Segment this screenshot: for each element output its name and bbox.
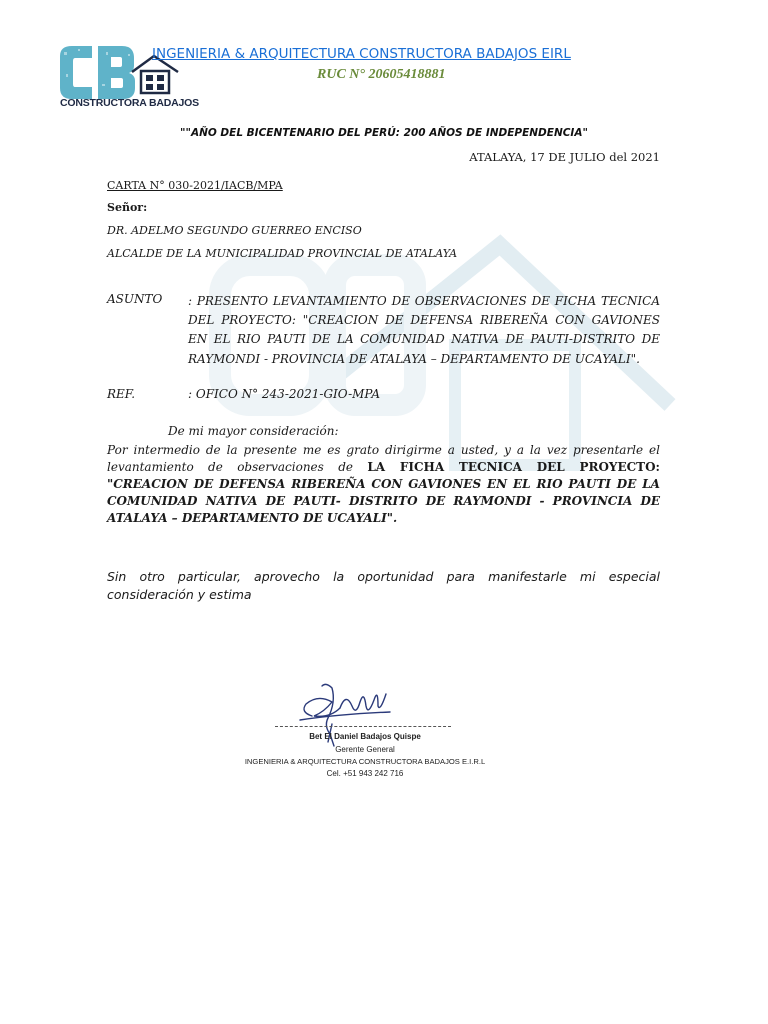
signer-name: Bet El Daniel Badajos Quispe xyxy=(309,732,421,741)
logo-subtitle: CONSTRUCTORA BADAJOS xyxy=(60,97,199,109)
ref-label: REF. xyxy=(107,387,136,401)
signer-role: Gerente General xyxy=(335,745,395,754)
letter-reference-number: CARTA N° 030-2021/IACB/MPA xyxy=(107,179,283,192)
ref-text: : OFICO N° 243-2021-GIO-MPA xyxy=(188,387,381,401)
body-paragraph xyxy=(107,442,660,527)
body-project-title: "CREACION DE DEFENSA RIBEREÑA CON GAVIONES EN EL RIO PAUTI DE LA COMUNIDAD NATIVA DE PAUTI- DISTRITO DE RAYMONDI - PROVINCIA DE ATALAYA – DEPARTAMENTO DE UCAYALI". xyxy=(107,477,660,525)
closing-paragraph: Sin otro particular, aprovecho la oportunidad para manifestarle mi especial consideración y estima xyxy=(107,569,660,602)
greeting: De mi mayor consideración: xyxy=(168,424,339,438)
signer-phone: Cel. +51 943 242 716 xyxy=(326,769,404,778)
salutation-title: Señor: xyxy=(107,201,148,214)
ruc-number: RUC N° 20605418881 xyxy=(317,67,446,82)
recipient-position: ALCALDE DE LA MUNICIPALIDAD PROVINCIAL DE ATALAYA xyxy=(107,247,458,260)
asunto-text: : PRESENTO LEVANTAMIENTO DE OBSERVACIONES DE FICHA TECNICA DEL PROYECTO: "CREACION DE DEFENSA RIBEREÑA CON GAVIONES EN EL RIO PAUTI DE LA COMUNIDAD NATIVA DE PAUTI-DISTRITO DE RAYMONDI - PROVINCIA DE ATALAYA – DEPARTAMENTO DE UCAYALI". xyxy=(188,294,660,366)
asunto-label: ASUNTO xyxy=(107,292,163,306)
recipient-name: DR. ADELMO SEGUNDO GUERREO ENCISO xyxy=(107,224,362,237)
signer-company: INGENIERIA & ARQUITECTURA CONSTRUCTORA BADAJOS E.I.R.L xyxy=(244,757,486,766)
signature-line xyxy=(275,726,451,727)
company-name[interactable]: INGENIERIA & ARQUITECTURA CONSTRUCTORA BADAJOS EIRL xyxy=(152,46,571,62)
letter-date: ATALAYA, 17 DE JULIO del 2021 xyxy=(469,150,660,164)
body-bold-lead: LA FICHA TECNICA DEL PROYECTO: xyxy=(367,460,660,474)
body-intro: Por intermedio de la presente me es grato dirigirme a usted, y a la vez presentarle el levantamiento de observaciones de xyxy=(107,443,660,474)
year-motto: ""AÑO DEL BICENTENARIO DEL PERÚ: 200 AÑOS DE INDEPENDENCIA" xyxy=(180,127,588,139)
